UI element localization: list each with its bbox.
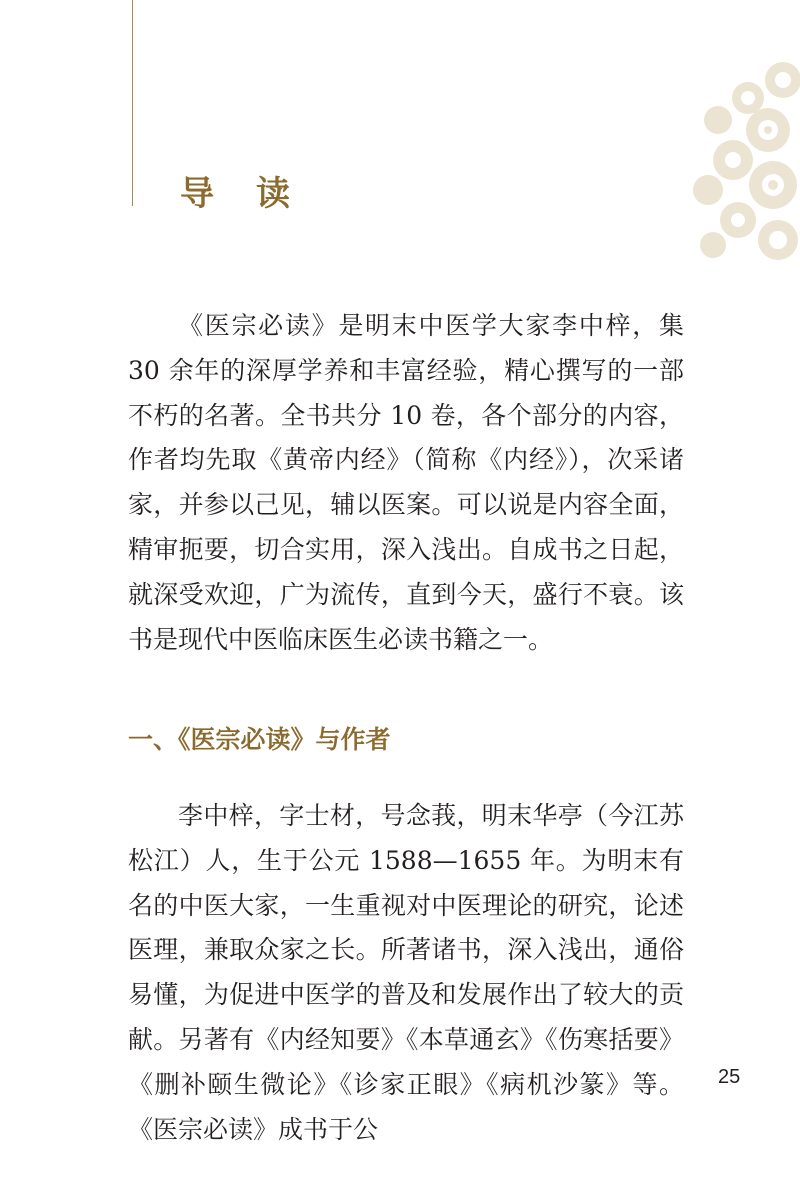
title-char-1: 导 xyxy=(180,174,216,214)
section-heading: 一、《医宗必读》与作者 xyxy=(128,725,391,754)
page-number: 25 xyxy=(718,1066,741,1088)
title-char-2: 读 xyxy=(256,174,292,214)
intro-paragraph: 《医宗必读》是明末中医学大家李中梓，集 30 余年的深厚学养和丰富经验，精心撰写的一部不朽的名著。全书共分 10 卷，各个部分的内容，作者均先取《黄帝内经》（简称《内经》），次采诸家，并参以己见，辅以医案。可以说是内容全面，精审扼要，切合实用，深入浅出。自成书之日起，就深受欢迎，广为流传，直到今天，盛行不衰。该书是现代中医临床医生必读书籍之一。 xyxy=(128,311,684,654)
section-paragraph: 李中梓，字士材，号念莪，明末华亭（今江苏松江）人，生于公元 1588—1655 年。为明末有名的中医大家，一生重视对中医理论的研究，论述医理，兼取众家之长。所著诸书，深入浅出，通俗易懂，为促进中医学的普及和发展作出了较大的贡献。另著有《内经知要》《本草通玄》《伤寒括要》《删补颐生微论》《诊家正眼》《病机沙篆》等。《医宗必读》成书于公 xyxy=(128,801,684,1144)
page-title xyxy=(180,166,292,215)
cloud-scroll-ornament-icon xyxy=(688,60,800,270)
margin-rule xyxy=(132,0,133,206)
